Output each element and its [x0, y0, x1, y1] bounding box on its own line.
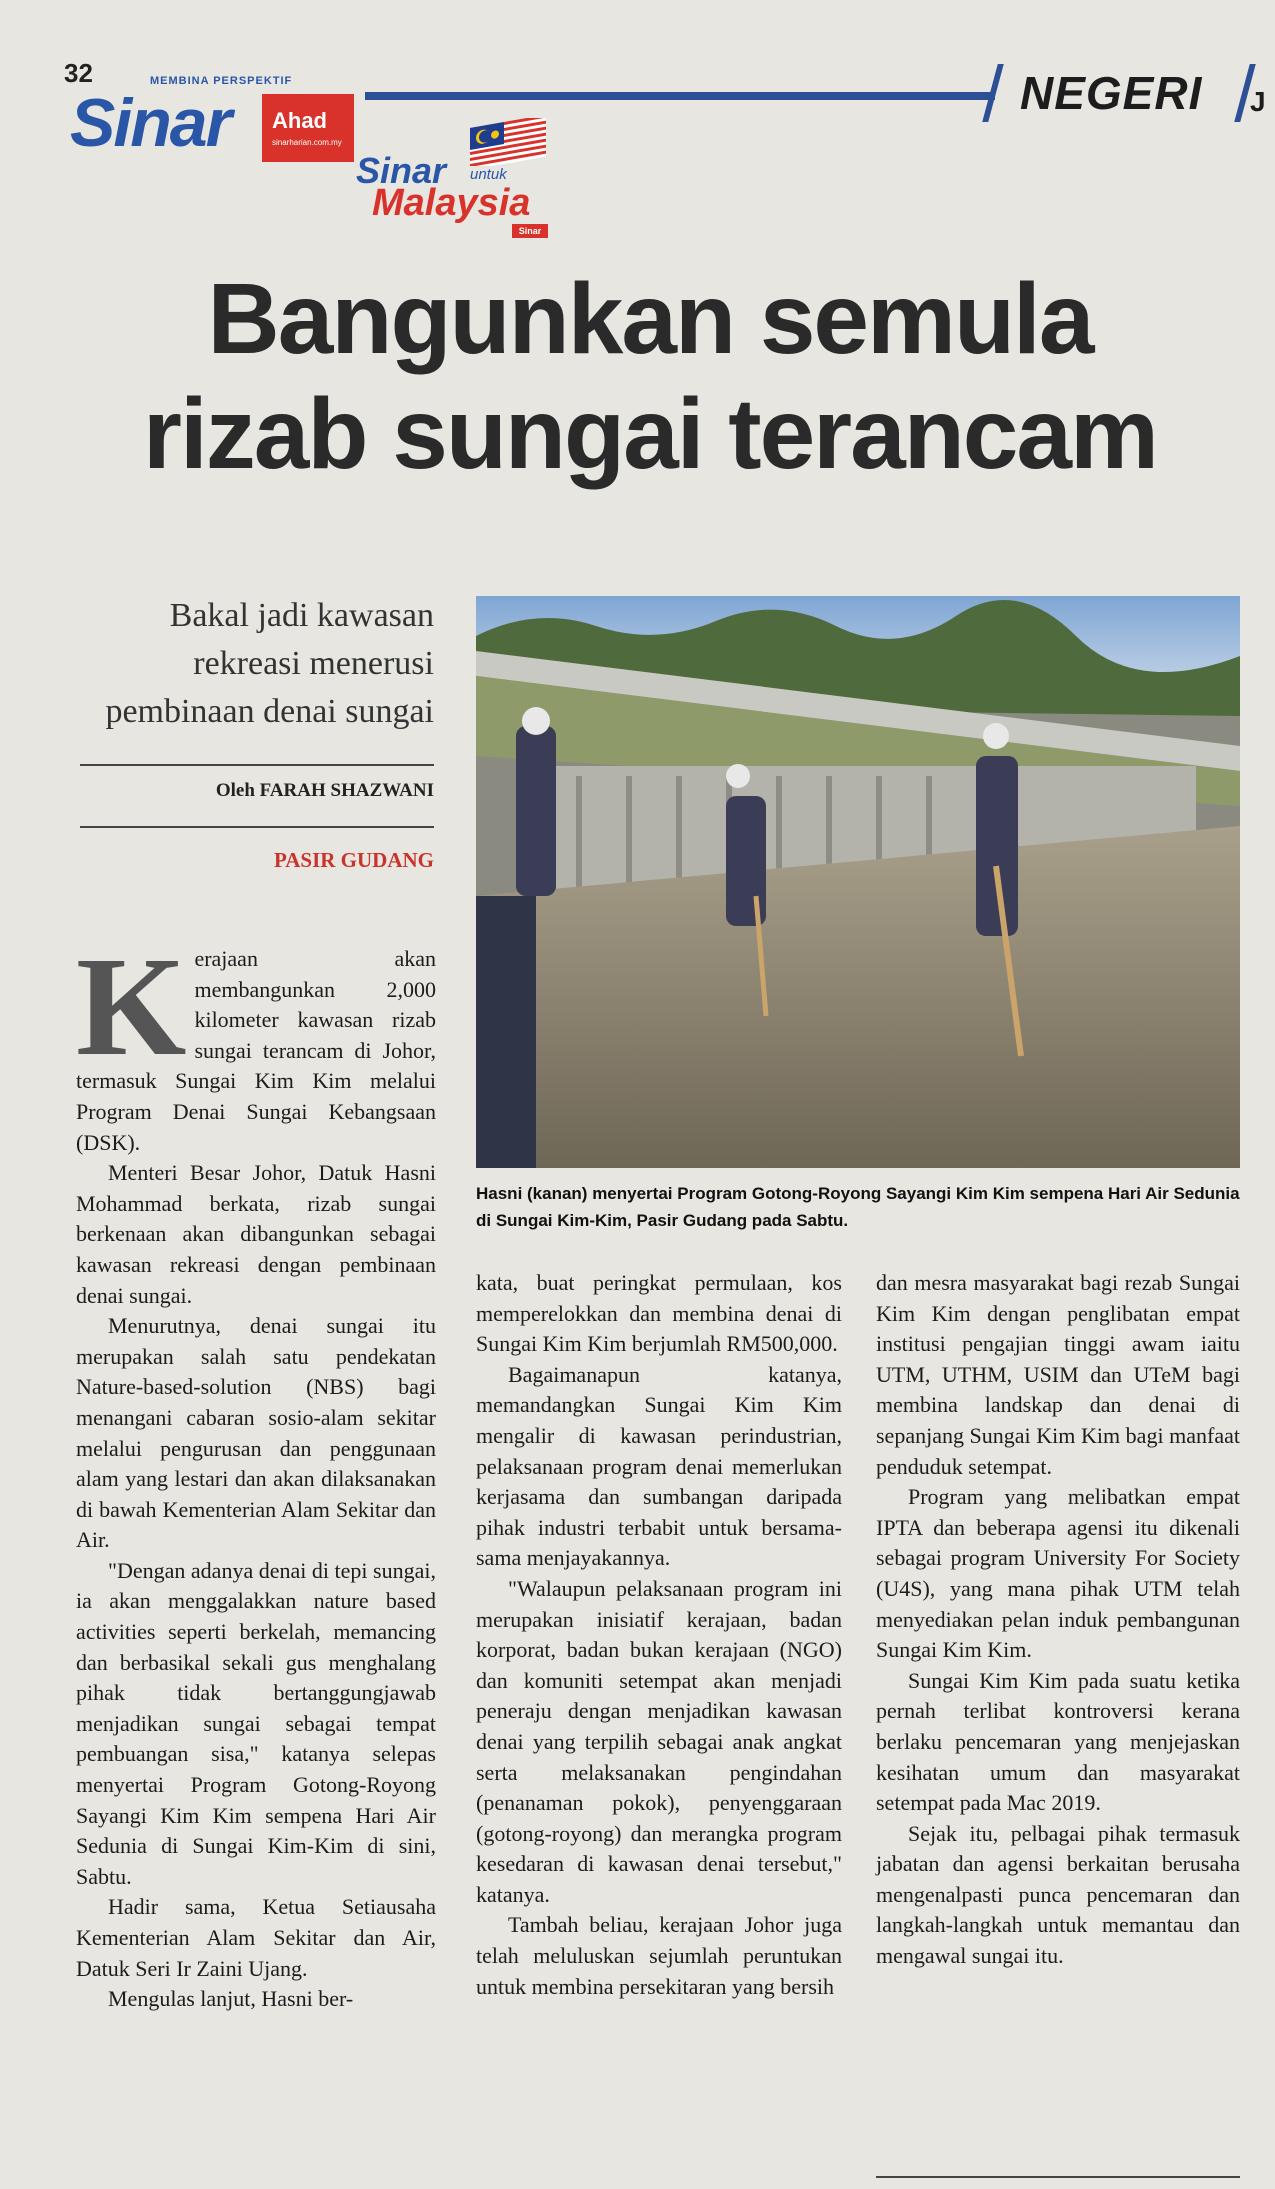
article-column-2	[476, 1268, 842, 2002]
column-end-rule	[876, 2176, 1240, 2178]
body-paragraph: Menurutnya, denai sungai itu merupakan salah satu pendekatan Nature-based-solution (NBS) bagi menangani cabaran sosio-alam sekitar melalui pengurusan dan penggunaan alam yang lestari dan akan dilaksanakan di bawah Kementerian Alam Sekitar dan Air.	[76, 1313, 436, 1553]
body-paragraph: Sungai Kim Kim pada suatu ketika pernah terlibat kontroversi kerana berlaku pencemaran yang menjejaskan kesihatan umum dan masyarakat setempat pada Mac 2019.	[876, 1667, 1240, 1816]
body-paragraph: dan mesra masyarakat bagi rezab Sungai Kim Kim dengan penglibatan empat institusi pengajian tinggi awam iaitu UTM, UTHM, USIM dan UTeM bagi membina landskap dan denai di sepanjang Sungai Kim Kim bagi manfaat penduduk setempat.	[876, 1270, 1240, 1479]
article-byline: Oleh FARAH SHAZWANI	[215, 780, 434, 801]
body-paragraph: "Walaupun pelaksanaan program ini merupakan inisiatif kerajaan, badan korporat, badan bukan kerajaan (NGO) dan komuniti setempat akan menjadi peneraju dengan menjadikan kawasan denai yang terpilih sebagai anak angkat serta melaksanakan pengindahan (penanaman pokok), penyenggaraan (gotong-royong) dan merangka program kesedaran di kawasan denai tersebut," katanya.	[476, 1575, 842, 1907]
page-number: 32	[64, 58, 93, 88]
header-rule	[365, 92, 995, 100]
body-paragraph: "Dengan adanya denai di tepi sungai, ia akan menggalakkan nature based activities seperti berkelah, memancing dan berbasikal sekali gus menghalang pihak tidak bertanggungjawab menjadikan sungai sebagai tempat pembuangan sisa," katanya selepas menyertai Program Gotong-Royong Sayangi Kim Kim sempena Hari Air Sedunia di Sungai Kim-Kim di sini, Sabtu.	[76, 1557, 436, 1889]
campaign-logo-line2: Malaysia	[372, 182, 531, 224]
riverbank-cleanup-photo	[476, 596, 1240, 1168]
body-paragraph: Tambah beliau, kerajaan Johor juga telah meluluskan sejumlah peruntukan untuk membina persekitaran yang bersih	[476, 1912, 842, 1999]
body-paragraph: Bagaimanapun katanya, memandangkan Sungai Kim Kim mengalir di kawasan perindustrian, pelaksanaan program denai memerlukan kerjasama dan sumbangan daripada pihak industri terbabit untuk bersama-sama menjayakannya.	[476, 1361, 842, 1571]
campaign-badge: Sinar	[512, 224, 548, 238]
brand-logo: Sinar	[70, 85, 231, 161]
edition-url: sinarharian.com.my	[272, 138, 342, 147]
drop-cap: K	[76, 927, 187, 1085]
article-dateline: PASIR GUDANG	[273, 848, 434, 872]
malaysia-flag-icon	[470, 118, 546, 166]
body-paragraph: Hadir sama, Ketua Setiausaha Kementerian Alam Sekitar dan Air, Datuk Seri Ir Zaini Ujang.	[76, 1894, 436, 1981]
body-paragraph: erajaan akan membangunkan 2,000 kilometer kawasan rizab sungai terancam di Johor, termasuk Sungai Kim Kim melalui Program Denai Sungai Kebangsaan (DSK).	[76, 946, 436, 1155]
body-paragraph: kata, buat peringkat permulaan, kos memperelokkan dan membina denai di Sungai Kim Kim berjumlah RM500,000.	[476, 1270, 842, 1357]
headline-line1: Bangunkan semula	[207, 263, 1093, 375]
edition-badge	[262, 94, 354, 162]
body-paragraph: Mengulas lanjut, Hasni ber-	[108, 1986, 354, 2012]
body-paragraph: Menteri Besar Johor, Datuk Hasni Mohammad berkata, rizab sungai berkenaan akan dibangunkan sebagai kawasan rekreasi dengan pembinaan denai sungai.	[76, 1160, 436, 1308]
brand-tagline: MEMBINA PERSPEKTIF	[150, 75, 293, 87]
byline-rule-bottom	[80, 826, 434, 828]
article-photo	[476, 596, 1240, 1168]
article-subhead: Bakal jadi kawasan rekreasi menerusi pembinaan denai sungai	[105, 597, 434, 730]
headline-line2: rizab sungai terancam	[143, 378, 1157, 490]
article-column-1	[76, 927, 436, 2015]
byline-rule-top	[80, 764, 434, 766]
body-paragraph: Program yang melibatkan empat IPTA dan beberapa agensi itu dikenali sebagai program University For Society (U4S), yang mana pihak UTM telah menyediakan pelan induk pembangunan Sungai Kim Kim.	[876, 1484, 1240, 1663]
section-label-cut: J	[1250, 86, 1266, 117]
section-label: NEGERI	[1020, 67, 1203, 119]
photo-caption: Hasni (kanan) menyertai Program Gotong-Royong Sayangi Kim Kim sempena Hari Air Sedunia di Sungai Kim-Kim, Pasir Gudang pada Sabtu.	[476, 1184, 1240, 1230]
article-column-3	[876, 1268, 1240, 1972]
article-headline	[60, 262, 1240, 492]
campaign-logo-line1: Sinar	[356, 150, 447, 191]
campaign-logo-untuk: untuk	[470, 166, 507, 183]
edition-label: Ahad	[272, 108, 327, 133]
body-paragraph: Sejak itu, pelbagai pihak termasuk jabatan dan agensi berkaitan berusaha mengenalpasti punca pencemaran dan langkah-langkah untuk memantau dan mengawal sungai itu.	[876, 1820, 1240, 1969]
